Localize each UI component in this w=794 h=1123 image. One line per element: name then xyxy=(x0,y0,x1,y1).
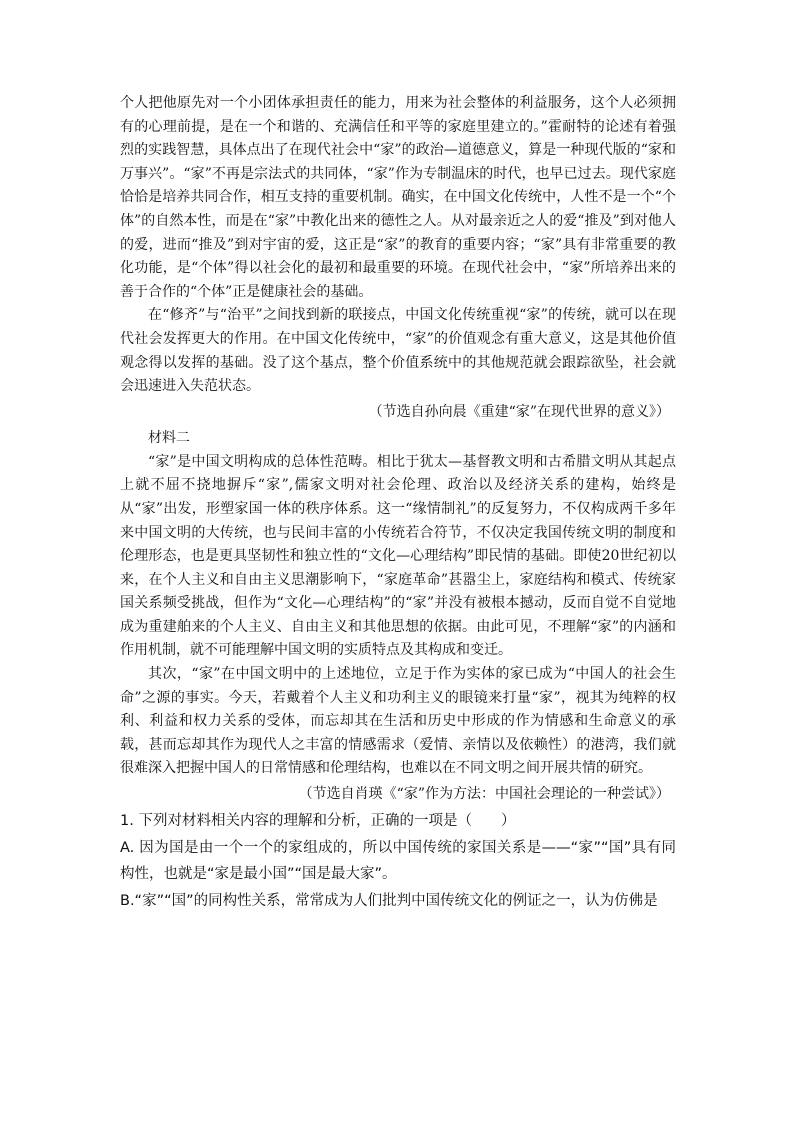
material-one-paragraph-1: 个人把他原先对一个小团体承担责任的能力，用来为社会整体的利益服务，这个人必须拥有的心理前提，是在一个和谐的、充满信任和平等的家庭里建立的。”霍耐特的论述有着强烈的实践智慧，具体点出了在现代社会中“家”的政治—道德意义，算是一种现代版的“家和万事兴”。“家”不再是宗法式的共同体，“家”作为专制温床的时代，也早已过去。现代家庭恰恰是培养共同合作，相互支持的重要机制。确实，在中国文化传统中，人性不是一个“个体”的自然本性，而是在“家”中教化出来的德性之人。从对最亲近之人的爱“推及”到对他人的爱，进而“推及”到对宇宙的爱，这正是“家”的教育的重要内容；“家”具有非常重要的教化功能，是“个体”得以社会化的最初和最重要的环境。在现代社会中，“家”所培养出来的善于合作的“个体”正是健康社会的基础。 xyxy=(120,95,676,300)
material-two-source: （节选自肖瑛《“家”作为方法：中国社会理论的一种尝试》） xyxy=(298,786,670,803)
material-one-paragraph-2: 在“修齐”与“治平”之间找到新的联接点，中国文化传统重视“家”的传统，就可以在现代社会发挥更大的作用。在中国文化传统中，“家”的价值观念有重大意义，这是其他价值观念得以发挥的基础。没了这个基点，整个价值系统中的其他规范就会跟踪欲坠，社会就会迅速进入失范状态。 xyxy=(120,307,676,395)
material-one-source: （节选自孙向晨《重建“家”在现代世界的意义》） xyxy=(368,403,670,420)
document-page xyxy=(120,92,676,914)
material-two-paragraph-2: 其次，“家”在中国文明中的上述地位，立足于作为实体的家已成为“中国人的社会生命”之源的事实。今天，若戴着个人主义和功利主义的眼镜来打量“家”，视其为纯粹的权利、利益和权力关系的受体，而忘却其在生活和历史中形成的作为情感和生命意义的承载，甚而忘却其作为现代人之丰富的情感需求（爱情、亲情以及依赖性）的港湾，我们就很难深入把握中国人的日常情感和伦理结构，也难以在不同文明之间开展共情的研究。 xyxy=(120,666,676,777)
material-two-heading: 材料二 xyxy=(148,429,190,446)
question-option-a: A. 因为国是由一个一个的家组成的，所以中国传统的家国关系是——“家”“国”具有同构性，也就是“家是最小国”“国是最大家”。 xyxy=(120,839,676,883)
material-two-paragraph-1: “家”是中国文明构成的总体性范畴。相比于犹太—基督教文明和古希腊文明从其起点上就不屈不挠地摒斥“家”,儒家文明对社会伦理、政治以及经济关系的建构，始终是从“家”出发，形塑家国一体的秩序体系。这一“缘情制礼”的反复努力，不仅构成两千多年来中国文明的大传统，也与民间丰富的小传统若合符节，不仅决定我国传统文明的制度和伦理形态，也是更具坚韧性和独立性的“文化—心理结构”即民情的基础。即使20世纪初以来，在个人主义和自由主义思潮影响下，“家庭革命”甚嚣尘上，家庭结构和模式、传统家国关系频受挑战，但作为“文化—心理结构”的“家”并没有被根本撼动，反而自觉不自觉地成为重建舶来的个人主义、自由主义和其他思想的依据。由此可见，不理解“家”的内涵和作用机制，就不可能理解中国文明的实质特点及其构成和变迁。 xyxy=(120,453,676,659)
question-option-b: B.“家”“国”的同构性关系，常常成为人们批判中国传统文化的例证之一，认为仿佛是 xyxy=(120,892,658,909)
question-stem: 1. 下列对材料相关内容的理解和分析，正确的一项是（ ） xyxy=(120,813,516,830)
